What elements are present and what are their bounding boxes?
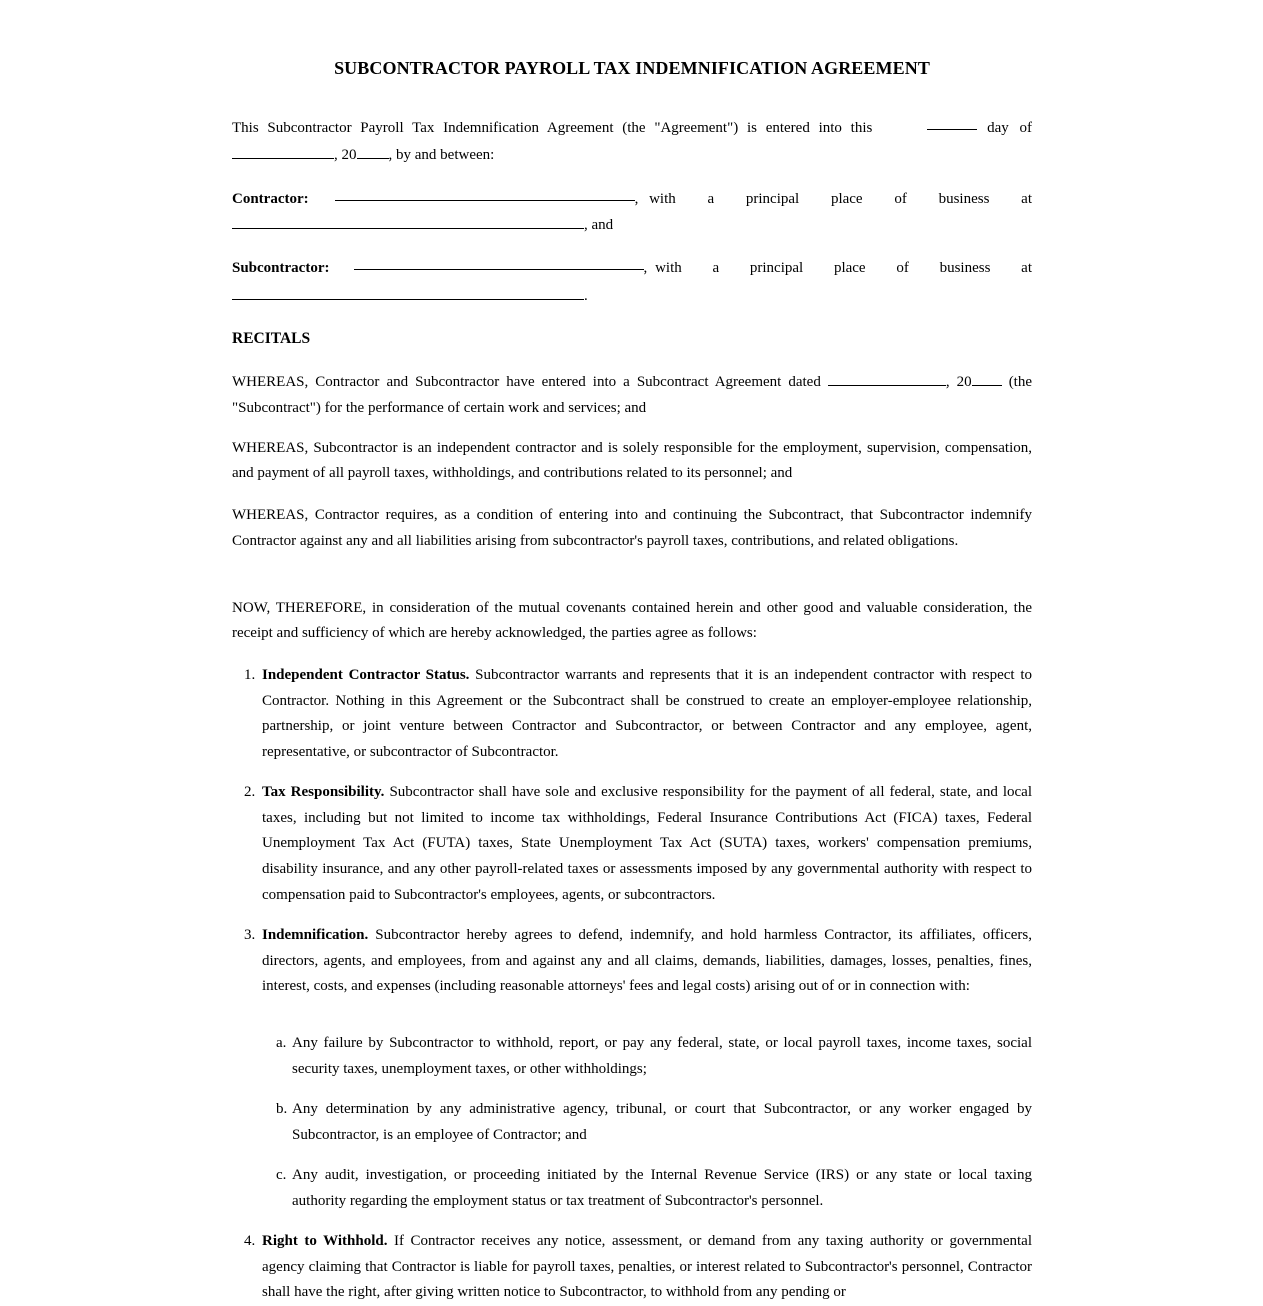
- subitem-text: Any failure by Subcontractor to withhold, report, or pay any federal, state, or local payroll taxes, income taxes, social security taxes, unemployment taxes, or other withholdings;: [292, 1035, 1032, 1077]
- intro-text-1: This Subcontractor Payroll Tax Indemnification Agreement (the "Agreement") is entered into this: [232, 120, 873, 136]
- document-title: SUBCONTRACTOR PAYROLL TAX INDEMNIFICATION AGREEMENT: [334, 58, 930, 78]
- now-therefore-paragraph: NOW, THEREFORE, in consideration of the mutual covenants contained herein and other good and valuable consideration, the receipt and sufficiency of which are hereby acknowledged, the parties agree as follows:: [232, 600, 1032, 641]
- intro-line-2: [232, 142, 1032, 168]
- subcontractor-label: Subcontractor:: [232, 260, 330, 276]
- contractor-name-blank[interactable]: [335, 186, 635, 201]
- subcontract-date-blank[interactable]: [828, 371, 946, 386]
- section-number: 4.: [244, 1233, 256, 1249]
- section-number: 1.: [244, 667, 256, 683]
- subitem-text: Any determination by any administrative agency, tribunal, or court that Subcontractor, or any worker engaged by Subcontractor, is an employee of Contractor; and: [292, 1101, 1032, 1143]
- contractor-line: Contractor: , with a principal place of business at: [232, 186, 1032, 212]
- section-heading: Right to Withhold.: [262, 1233, 388, 1249]
- section-3: [232, 923, 1032, 1000]
- section-heading: Indemnification.: [262, 927, 369, 943]
- contractor-text: with a principal place of business at: [649, 191, 1032, 207]
- subitem-c: [232, 1163, 1032, 1214]
- contractor-address-blank[interactable]: [232, 214, 584, 229]
- section-4: [232, 1229, 1032, 1306]
- section-text: Subcontractor hereby agrees to defend, indemnify, and hold harmless Contractor, its affiliates, officers, directors, agents, and employees, from and against any and all claims, demands, liabilities, damages, losses, penalties, fines, interest, costs, and expenses (including reasonable attorneys' fees and legal costs) arising out of or in connection with:: [262, 927, 1032, 995]
- intro-text-3: , 20: [334, 147, 357, 163]
- whereas-paragraph-1: [232, 369, 1032, 421]
- subcontractor-address-blank[interactable]: [232, 285, 584, 300]
- subitem-a: [232, 1031, 1032, 1082]
- contractor-end: , and: [584, 217, 614, 233]
- section-text: Subcontractor warrants and represents that it is an independent contractor with respect to Contractor. Nothing in this Agreement or the Subcontract shall be construed to create an employer-employee relationship, partnership, or joint venture between Contractor and Subcontractor, or between Contractor and any employee, agent, representative, or subcontractor of Subcontractor.: [262, 667, 1032, 761]
- subcontractor-line: Subcontractor: , with a principal place of business at: [232, 255, 1032, 281]
- subitem-letter: c.: [276, 1167, 287, 1183]
- section-number: 2.: [244, 784, 256, 800]
- subcontractor-text: with a principal place of business at: [655, 260, 1032, 276]
- day-blank[interactable]: [927, 115, 977, 130]
- subitem-text: Any audit, investigation, or proceeding initiated by the Internal Revenue Service (IRS) or any state or local taxing authority regarding the employment status or tax treatment of Subcontractor's personnel.: [292, 1167, 1032, 1209]
- whereas-paragraph-2: WHEREAS, Subcontractor is an independent contractor and is solely responsible for the employment, supervision, compensation, and payment of all payroll taxes, withholdings, and contributions related to its personnel; and: [232, 440, 1032, 481]
- recitals-heading: RECITALS: [232, 330, 311, 347]
- section-text: Subcontractor shall have sole and exclusive responsibility for the payment of all federal, state, and local taxes, including but not limited to income tax withholdings, Federal Insurance Contributions Act (FICA) taxes, Federal Unemployment Tax Act (FUTA) taxes, State Unemployment Tax Act (SUTA) taxes, workers' compensation premiums, disability insurance, and any other payroll-related taxes or assessments imposed by any governmental authority with respect to compensation paid to Subcontractor's employees, agents, or subcontractors.: [262, 784, 1032, 903]
- whereas1-text-1: WHEREAS, Contractor and Subcontractor have entered into a Subcontract Agreement dated: [232, 374, 821, 390]
- month-blank[interactable]: [232, 144, 334, 159]
- subitem-letter: a.: [276, 1035, 287, 1051]
- whereas1-text-2: , 20: [945, 374, 972, 390]
- subitem-b: [232, 1097, 1032, 1148]
- subcontract-year-blank[interactable]: [972, 371, 1002, 386]
- section-heading: Tax Responsibility.: [262, 784, 385, 800]
- contractor-address-line: [232, 212, 1032, 238]
- subitem-letter: b.: [276, 1101, 288, 1117]
- year-blank[interactable]: [357, 144, 389, 159]
- intro-text-4: , by and between:: [388, 147, 495, 163]
- section-heading: Independent Contractor Status.: [262, 667, 470, 683]
- whereas-paragraph-3: WHEREAS, Contractor requires, as a condition of entering into and continuing the Subcontract, that Subcontractor indemnify Contractor against any and all liabilities arising from subcontractor's payroll taxes, contributions, and related obligations.: [232, 507, 1032, 549]
- subcontractor-name-blank[interactable]: [354, 255, 644, 270]
- section-text: If Contractor receives any notice, assessment, or demand from any taxing authority or governmental agency claiming that Contractor is liable for payroll taxes, penalties, or interest related to Subcontractor's personnel, Contractor shall have the right, after giving written notice to Subcontractor, to withhold from any pending or: [262, 1233, 1033, 1301]
- section-1: [232, 663, 1032, 766]
- intro-line-1: [232, 115, 1032, 141]
- section-number: 3.: [244, 927, 256, 943]
- section-2: [232, 780, 1032, 909]
- subcontractor-address-line: [232, 283, 1032, 309]
- contractor-label: Contractor:: [232, 191, 309, 207]
- whereas1-text-3: (the "Subcontract") for the performance of certain work and services; and: [232, 374, 1033, 416]
- intro-paragraph: [232, 115, 1032, 168]
- intro-text-2: day of: [987, 120, 1032, 136]
- subcontractor-end: .: [584, 288, 588, 304]
